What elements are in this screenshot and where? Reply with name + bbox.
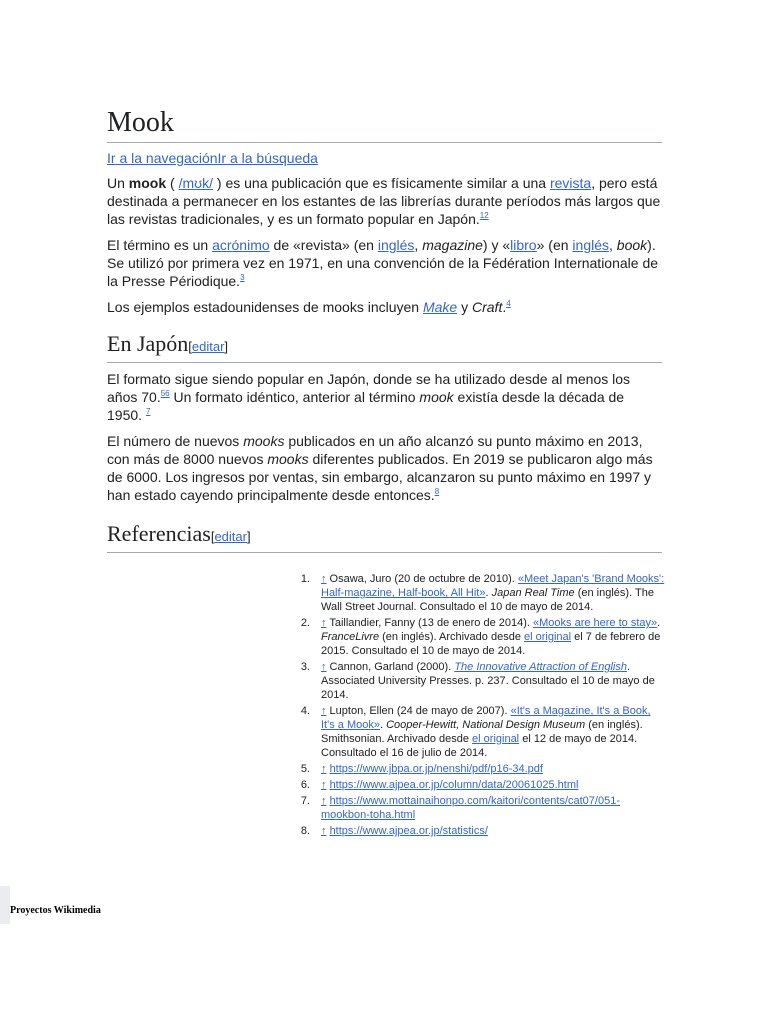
backlink-arrow[interactable]: ↑ (321, 795, 327, 807)
backlink-arrow[interactable]: ↑ (321, 617, 327, 629)
reference-url-link[interactable]: https://www.mottainaihonpo.com/kaitori/contents/cat07/051-mookbon-toha.html (321, 795, 620, 821)
reference-item: 6. ↑ https://www.ajpea.or.jp/column/data/20061025.html (300, 779, 579, 791)
archive-original-link[interactable]: el original (524, 631, 572, 643)
section-heading-referencias: Referencias[editar] (107, 520, 662, 553)
article-content (107, 104, 662, 553)
reference-item: 3. ↑ Cannon, Garland (2000). The Innovative Attraction of English. Associated University Presses. p. 237. Consultado el 10 de mayo de 2014. (300, 661, 655, 701)
libro-link[interactable]: libro (510, 237, 537, 253)
section-heading-japon: En Japón[editar] (107, 330, 662, 363)
ref-link-7[interactable]: 7 (145, 407, 151, 416)
acronimo-link[interactable]: acrónimo (212, 237, 270, 253)
skip-to-search-link[interactable]: Ir a la búsqueda (217, 150, 318, 166)
skip-to-navigation-link[interactable]: Ir a la navegación (107, 150, 218, 166)
reference-url-link[interactable]: https://www.ajpea.or.jp/column/data/20061025.html (329, 779, 579, 791)
ipa-link[interactable]: /mʊk/ (178, 175, 213, 191)
reference-item: 7. ↑ https://www.mottainaihonpo.com/kaitori/contents/cat07/051-mookbon-toha.html (300, 795, 620, 821)
make-link[interactable]: Make (422, 299, 458, 315)
reference-url-link[interactable]: https://www.jbpa.or.jp/nenshi/pdf/p16-34.pdf (329, 763, 543, 775)
term-bold: mook (128, 175, 167, 191)
archive-original-link[interactable]: el original (472, 733, 520, 745)
reference-item: 2. ↑ Taillandier, Fanny (13 de enero de 2014). «Mooks are here to stay». FranceLivre (en inglés). Archivado desde el original el 7 de febrero de 2015. Consultado el 10 de mayo de 2014. (300, 617, 661, 657)
reference-title-link[interactable]: «It's a Magazine, It's a Book, It's a Mook» (321, 705, 651, 731)
reference-url-link[interactable]: https://www.ajpea.or.jp/statistics/ (329, 825, 488, 837)
intro-paragraph: Un mook ( /mʊk/ ) es una publicación que es físicamente similar a una revista, pero está destinada a permanecer en los estantes de las librerías durante períodos más largos que las revistas tradicionales, y es un formato popular en Japón.$^{12}$ (107, 175, 661, 227)
wikimedia-projects-footer[interactable]: Proyectos Wikimedia (10, 905, 101, 916)
section-edit: [editar] (210, 529, 251, 544)
backlink-arrow[interactable]: ↑ (321, 763, 327, 775)
reference-item: 8. ↑ https://www.ajpea.or.jp/statistics/ (300, 825, 488, 837)
reference-title-link[interactable]: «Mooks are here to stay» (533, 617, 658, 629)
footer-accent-bar (0, 886, 10, 924)
reference-item: 1. ↑ Osawa, Juro (20 de octubre de 2010). «Meet Japan's 'Brand Mooks': Half-magazine, Half-book, All Hit». Japan Real Time (en inglés). The Wall Street Journal. Consultado el 10 de mayo de 2014. (300, 573, 665, 613)
ref-link-4[interactable]: 4 (506, 299, 511, 308)
backlink-arrow[interactable]: ↑ (321, 705, 327, 717)
revista-link[interactable]: revista (549, 175, 592, 191)
ingles-link-1[interactable]: inglés (377, 237, 415, 253)
references-list (296, 572, 666, 840)
reference-title-link[interactable]: «Meet Japan's 'Brand Mooks': Half-magazine, Half-book, All Hit» (321, 573, 665, 599)
page-title: Mook (107, 104, 662, 143)
section-edit: [editar] (188, 339, 229, 354)
edit-link-referencias[interactable]: editar (214, 529, 247, 544)
edit-link-japon[interactable]: editar (191, 339, 225, 354)
examples-paragraph: Los ejemplos estadounidenses de mooks incluyen Make y Craft.$^4$ (107, 299, 511, 315)
ingles-link-2[interactable]: inglés (572, 237, 610, 253)
ref-link-56[interactable]: 56 (160, 389, 170, 398)
etymology-paragraph: El término es un acrónimo de «revista» (en inglés, magazine) y «libro» (en inglés, book). Se utilizó por primera vez en 1971, en una convención de la Fédération Internationale de la Presse Périodique.$^3$ (107, 237, 659, 289)
backlink-arrow[interactable]: ↑ (321, 779, 327, 791)
ref-link-8[interactable]: 8 (434, 487, 440, 496)
reference-title-link[interactable]: The Innovative Attraction of English (454, 661, 627, 673)
ref-link-3[interactable]: 3 (240, 273, 245, 282)
reference-item: 5. ↑ https://www.jbpa.or.jp/nenshi/pdf/p16-34.pdf (300, 763, 543, 775)
japon-paragraph-1: El formato sigue siendo popular en Japón, donde se ha utilizado desde al menos los años 70.56 Un formato idéntico, anterior al término mook existía desde la década de 1950. $^7$ (107, 371, 631, 423)
japon-paragraph-2: El número de nuevos mooks publicados en un año alcanzó su punto máximo en 2013, con más de 8000 nuevos mooks diferentes publicados. En 2019 se publicaron algo más de 6000. Los ingresos por ventas, sin embargo, alcanzaron su punto máximo en 1997 y han estado cayendo principalmente desde entonces.$^8$ (107, 433, 653, 503)
backlink-arrow[interactable]: ↑ (321, 573, 327, 585)
backlink-arrow[interactable]: ↑ (321, 661, 327, 673)
backlink-arrow[interactable]: ↑ (321, 825, 327, 837)
reference-item: 4. ↑ Lupton, Ellen (24 de mayo de 2007). «It's a Magazine, It's a Book, It's a Mook». Cooper-Hewitt, National Design Museum (en inglés). Smithsonian. Archivado desde el original el 12 de mayo de 2014. Consultado el 16 de julio de 2014. (300, 705, 651, 759)
skip-links (107, 149, 662, 167)
ref-link-12[interactable]: 12 (479, 211, 489, 220)
